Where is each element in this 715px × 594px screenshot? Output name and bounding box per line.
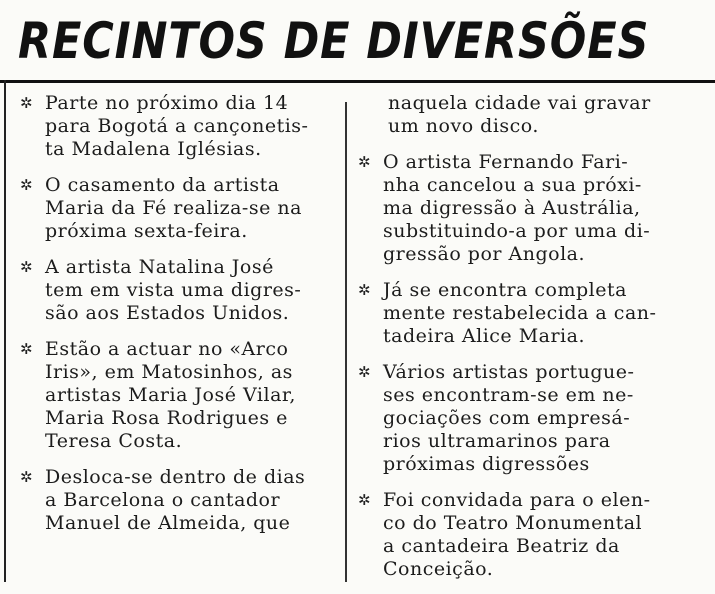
- item-line: O artista Fernando Fari-: [383, 151, 629, 173]
- item-line: mente restabelecida a can-: [383, 302, 657, 324]
- item-line: naquela cidade vai gravar: [388, 92, 651, 114]
- item-line: a Barcelona o cantador: [45, 489, 281, 511]
- item-line: Maria Rosa Rodrigues e: [45, 407, 288, 429]
- item-line: Foi convidada para o elen-: [383, 489, 651, 511]
- column-divider: [345, 102, 347, 582]
- item-line: Desloca-se dentro de dias: [45, 466, 306, 488]
- item-line: gociações com empresá-: [383, 407, 631, 429]
- right-column: [358, 92, 688, 594]
- item-line: Conceição.: [383, 558, 494, 580]
- asterisk-bullet-icon: ✲: [358, 491, 372, 509]
- item-line: Já se encontra completa: [383, 279, 627, 301]
- item-line: tadeira Alice Maria.: [383, 325, 586, 347]
- item-line: tem em vista uma digres-: [45, 279, 302, 301]
- item-line: a cantadeira Beatriz da: [383, 535, 620, 557]
- item-line: rios ultramarinos para: [383, 430, 611, 452]
- news-item: [358, 489, 688, 581]
- item-line: Iris», em Matosinhos, as: [45, 361, 293, 383]
- item-line: próximas digressões: [383, 453, 590, 475]
- news-item: [20, 92, 340, 161]
- item-line: co do Teatro Monumental: [383, 512, 643, 534]
- item-line: Vários artistas portugue-: [383, 361, 635, 383]
- item-line: são aos Estados Unidos.: [45, 302, 290, 324]
- news-item: [358, 279, 688, 348]
- asterisk-bullet-icon: ✲: [20, 176, 34, 194]
- asterisk-bullet-icon: ✲: [20, 94, 34, 112]
- continued-text: [358, 92, 688, 138]
- item-line: um novo disco.: [388, 115, 539, 137]
- item-line: Manuel de Almeida, que: [45, 512, 291, 534]
- item-line: A artista Natalina José: [45, 256, 274, 278]
- asterisk-bullet-icon: ✲: [20, 258, 34, 276]
- item-line: nha cancelou a sua próxi-: [383, 174, 642, 196]
- item-line: ma digressão à Austrália,: [383, 197, 641, 219]
- item-line: Teresa Costa.: [45, 430, 183, 452]
- item-line: ses encontram-se em ne-: [383, 384, 634, 406]
- top-rule: [0, 80, 715, 83]
- news-item: [20, 256, 340, 325]
- item-line: Estão a actuar no «Arco: [45, 338, 289, 360]
- asterisk-bullet-icon: ✲: [20, 340, 34, 358]
- headline: RECINTOS DE DIVERSÕES: [18, 12, 650, 70]
- news-item: [20, 174, 340, 243]
- item-line: para Bogotá a cançonetis-: [45, 115, 309, 137]
- news-item: [20, 338, 340, 453]
- item-line: artistas Maria José Vilar,: [45, 384, 296, 406]
- item-line: ta Madalena Iglésias.: [45, 138, 262, 160]
- item-line: gressão por Angola.: [383, 243, 586, 265]
- news-item: [358, 151, 688, 266]
- asterisk-bullet-icon: ✲: [358, 281, 372, 299]
- news-item: [20, 466, 340, 535]
- item-line: Parte no próximo dia 14: [45, 92, 289, 114]
- asterisk-bullet-icon: ✲: [358, 363, 372, 381]
- item-line: substituindo-a por uma di-: [383, 220, 651, 242]
- item-line: próxima sexta-feira.: [45, 220, 248, 242]
- asterisk-bullet-icon: ✲: [20, 468, 34, 486]
- left-border-rule: [4, 80, 6, 582]
- left-column: [20, 92, 340, 548]
- item-line: Maria da Fé realiza-se na: [45, 197, 302, 219]
- asterisk-bullet-icon: ✲: [358, 153, 372, 171]
- item-line: O casamento da artista: [45, 174, 280, 196]
- news-item: [358, 361, 688, 476]
